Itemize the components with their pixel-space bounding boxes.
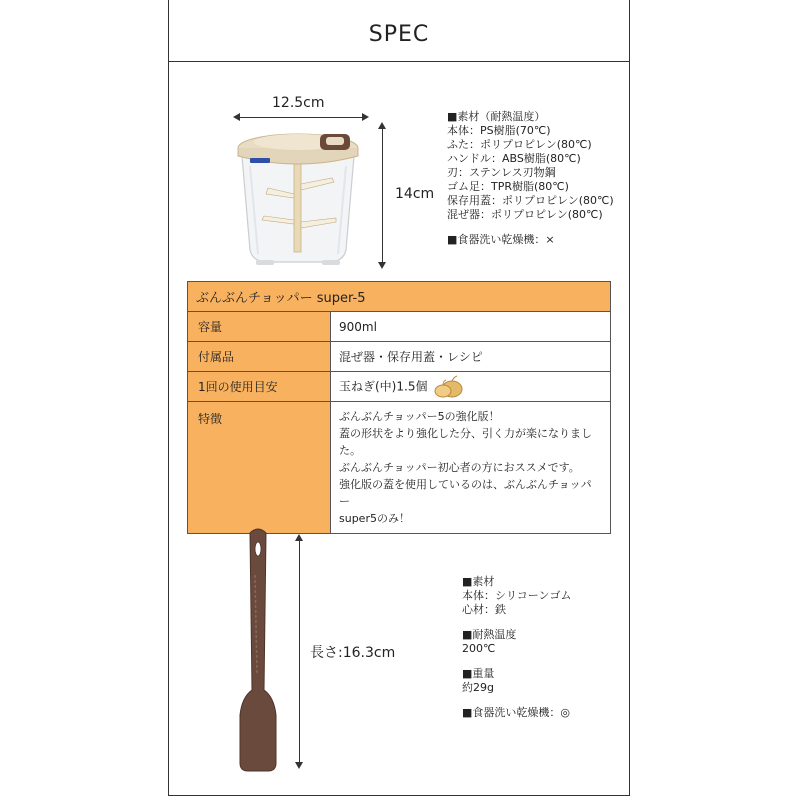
- arrow-up-icon: [378, 122, 386, 129]
- spec-line: ゴム足：TPR樹脂(80℃): [447, 180, 569, 193]
- spec-line: 心材：鉄: [462, 603, 506, 616]
- chopper-image: [228, 122, 368, 268]
- spec-line: 保存用蓋：ポリプロピレン(80℃): [447, 194, 614, 207]
- chopper-height-label: 14cm: [395, 186, 435, 202]
- row-value: 混ぜ器・保存用蓋・レシピ: [331, 342, 611, 372]
- feature-line: super5のみ！: [339, 512, 410, 525]
- spec-table: [187, 281, 611, 534]
- width-dimension-line: [236, 117, 366, 118]
- row-value: 玉ねぎ(中)1.5個: [339, 379, 428, 393]
- spatula-image: [228, 525, 288, 775]
- table-row: [188, 402, 611, 534]
- spec-group-title: ■素材: [462, 575, 495, 588]
- spec-group-title: ■耐熱温度: [462, 628, 517, 641]
- feature-line: 蓋の形状をより強化した分、引く力が楽になりました。: [339, 427, 592, 457]
- spec-line: ハンドル：ABS樹脂(80℃): [447, 152, 581, 165]
- chopper-dishwasher-note: ■食器洗い乾燥機：×: [447, 233, 555, 246]
- spec-line: 本体：シリコーンゴム: [462, 589, 572, 602]
- arrow-up-icon: [295, 534, 303, 541]
- spatula-length-label: 長さ:16.3cm: [310, 645, 396, 661]
- row-label: 1回の使用目安: [188, 372, 331, 402]
- arrow-right-icon: [362, 113, 369, 121]
- onion-icon: [433, 375, 465, 399]
- feature-line: ぶんぶんチョッパー初心者の方におススメです。: [339, 461, 580, 474]
- arrow-down-icon: [295, 762, 303, 769]
- feature-line: ぶんぶんチョッパー5の強化版！: [339, 410, 500, 423]
- row-value-cell: [331, 372, 611, 402]
- row-label: 特徴: [188, 402, 331, 534]
- spec-line: 混ぜ器：ポリプロピレン(80℃): [447, 208, 603, 221]
- table-row: [188, 312, 611, 342]
- feature-line: 強化版の蓋を使用しているのは、ぶんぶんチョッパー: [339, 478, 592, 508]
- spec-group-title: ■食器洗い乾燥機：◎: [462, 706, 570, 719]
- spec-line: ■素材（耐熱温度）: [447, 110, 546, 123]
- spec-line: ふた：ポリプロピレン(80℃): [447, 138, 592, 151]
- length-dimension-line: [299, 538, 300, 766]
- spec-line: 本体：PS樹脂(70℃): [447, 124, 551, 137]
- height-dimension-line: [382, 126, 383, 266]
- spec-group-title: ■重量: [462, 667, 495, 680]
- spatula-spec-list: [462, 575, 572, 720]
- table-title-row: [188, 282, 611, 312]
- table-row: [188, 342, 611, 372]
- table-row: [188, 372, 611, 402]
- spec-line: 約29g: [462, 681, 494, 694]
- arrow-down-icon: [378, 262, 386, 269]
- chopper-width-label: 12.5cm: [272, 95, 325, 111]
- feature-text: [331, 402, 611, 534]
- page-title: SPEC: [368, 22, 430, 47]
- row-value: 900ml: [331, 312, 611, 342]
- spec-line: 刃：ステンレス刃物鋼: [447, 166, 556, 179]
- row-label: 付属品: [188, 342, 331, 372]
- table-title: ぶんぶんチョッパー super-5: [188, 282, 611, 312]
- spec-line: 200℃: [462, 642, 496, 655]
- spec-header: [168, 0, 630, 62]
- arrow-left-icon: [233, 113, 240, 121]
- chopper-spec-list: [447, 110, 614, 222]
- row-label: 容量: [188, 312, 331, 342]
